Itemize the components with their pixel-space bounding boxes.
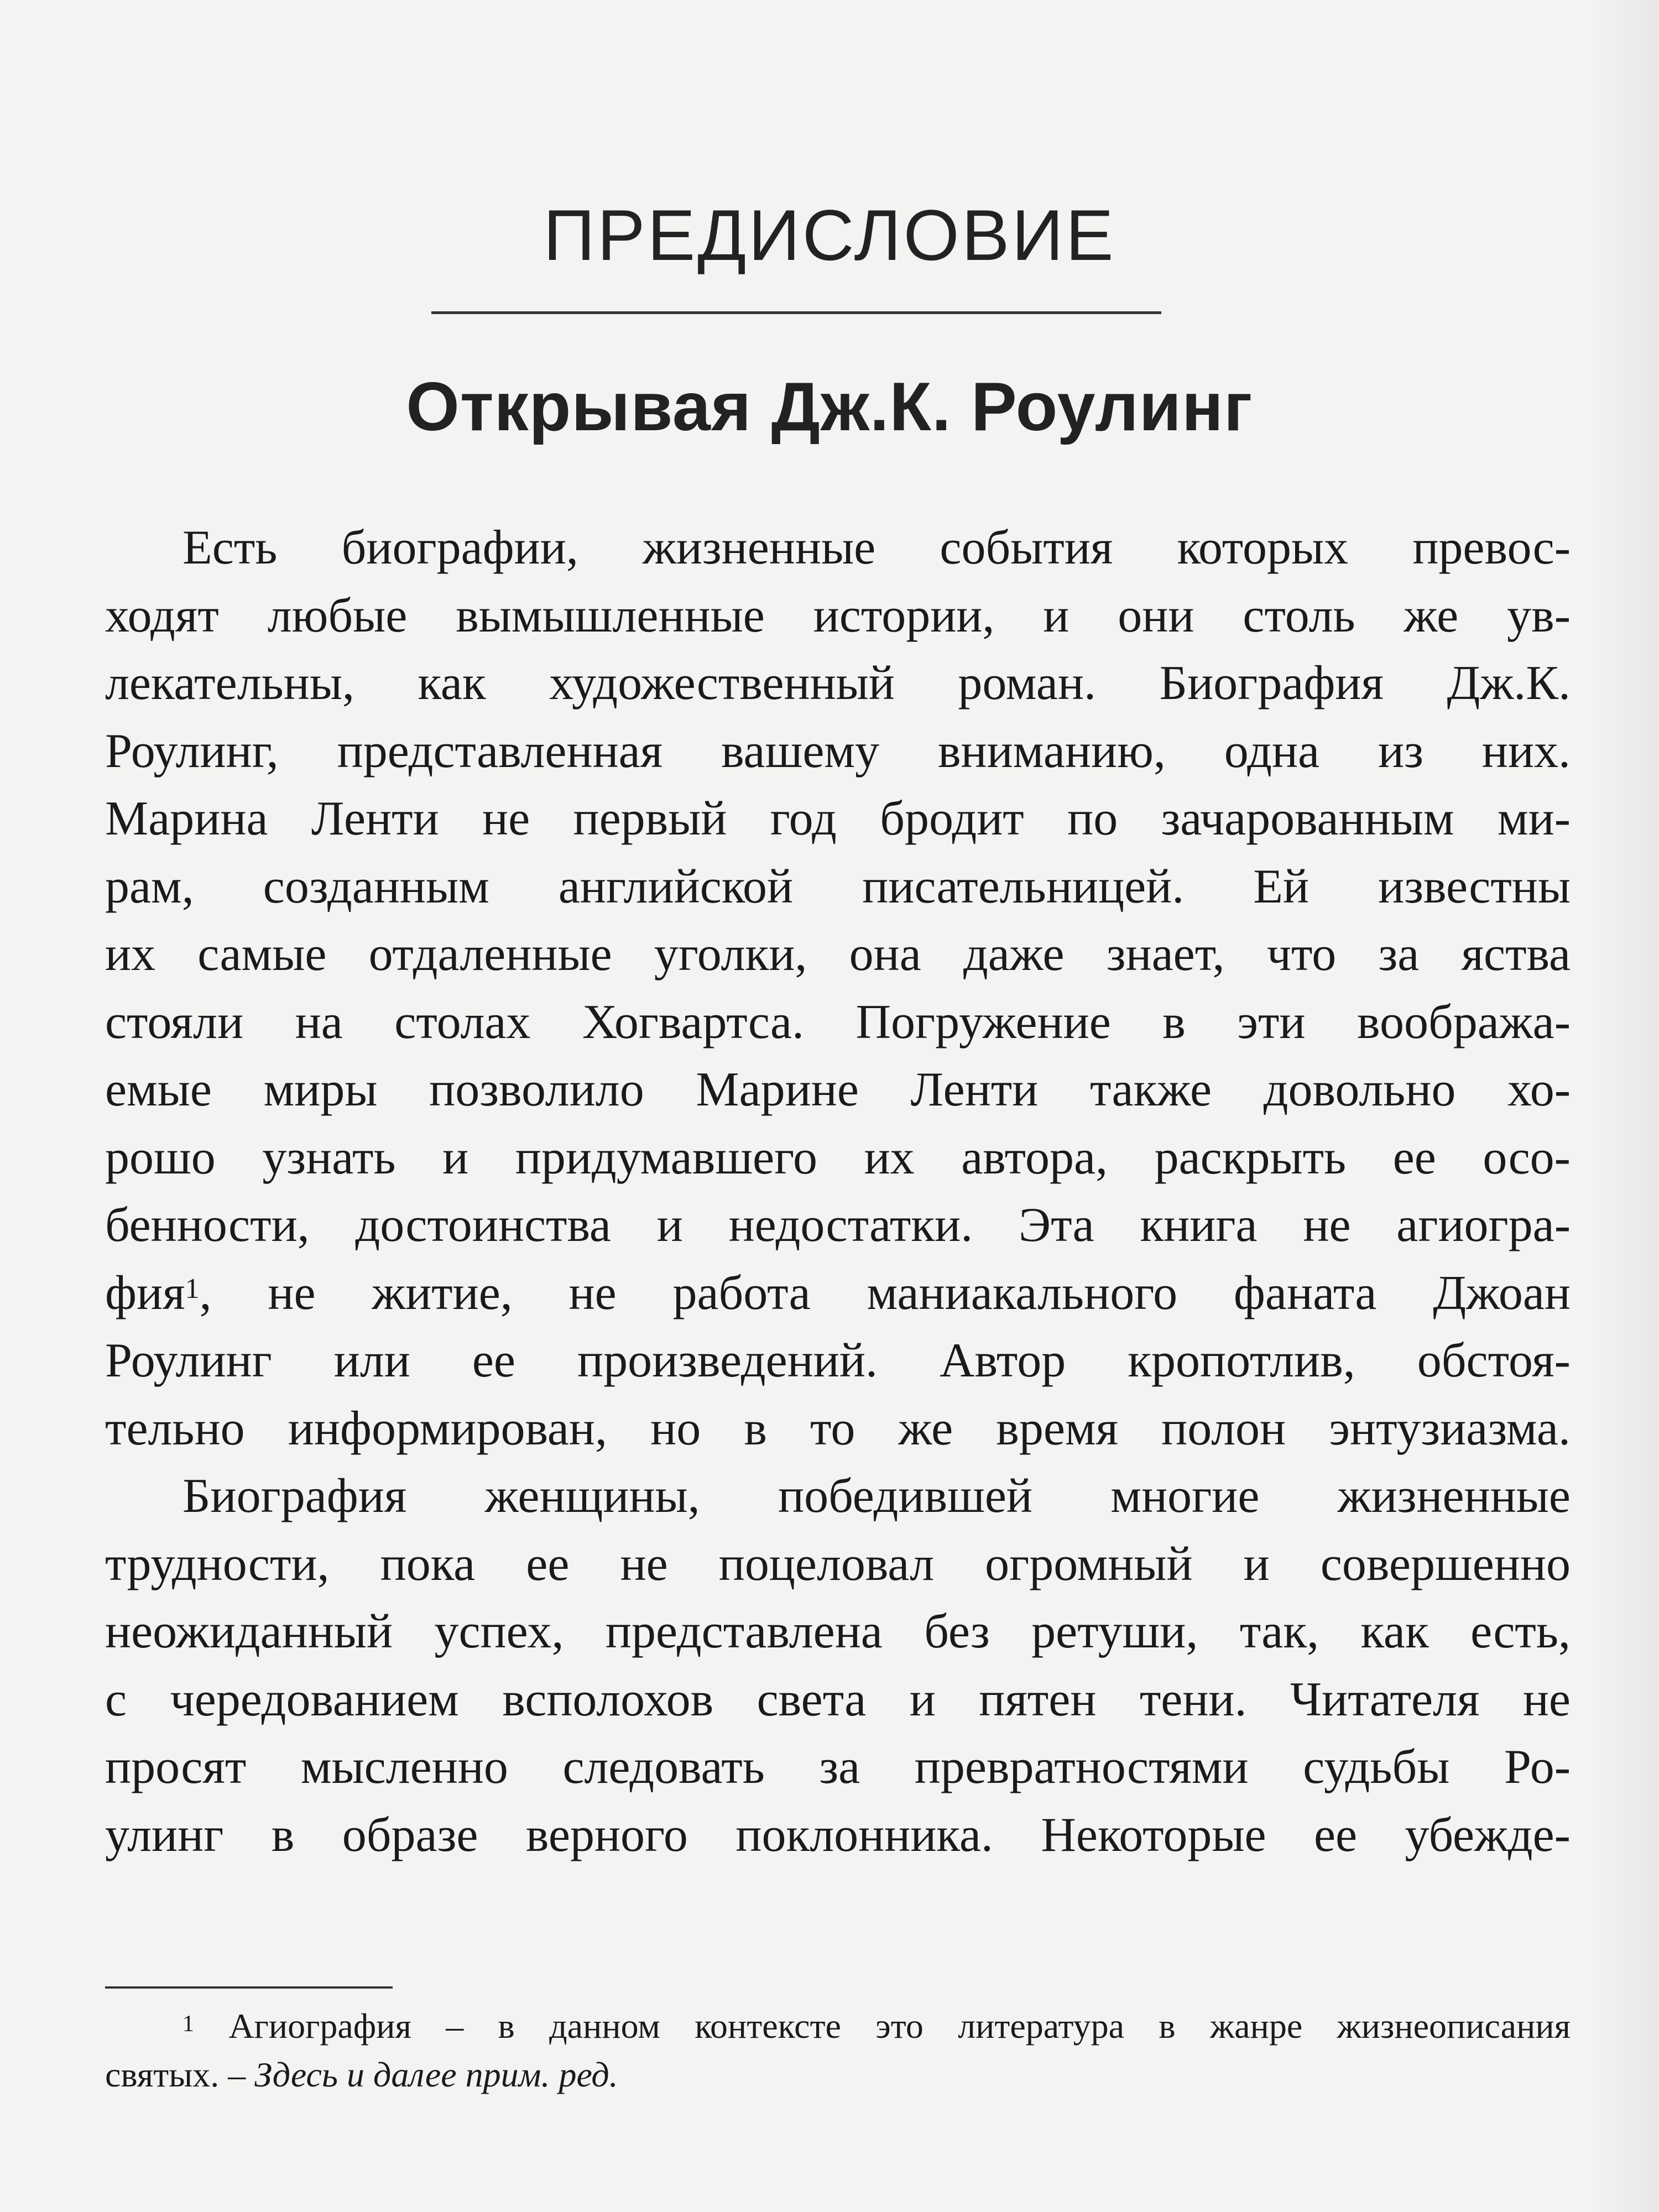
footnote-reference[interactable]: 1	[185, 1272, 200, 1305]
text-line: тельно информирован, но в то же время полон энтузиазма.	[105, 1401, 1571, 1455]
title-divider	[431, 311, 1161, 314]
footnote-text: святых. –	[105, 2055, 246, 2094]
text-line: Есть биографии, жизненные события которых превос-	[182, 521, 1571, 575]
chapter-title: Открывая Дж.К. Роулинг	[406, 369, 1253, 445]
text-line: неожиданный успех, представлена без ретуши, так, как есть,	[105, 1605, 1571, 1658]
text-line: Роулинг или ее произведений. Автор кропотлив, обстоя-	[105, 1334, 1571, 1387]
footnote	[105, 2002, 1571, 2099]
body-text	[105, 514, 1571, 1869]
text-line: бенности, достоинства и недостатки. Эта книга не агиогра-	[105, 1198, 1571, 1252]
text-line: ходят любые вымышленные истории, и они столь же ув-	[105, 588, 1571, 643]
text-line: лекательны, как художественный роман. Биография Дж.К.	[105, 656, 1571, 710]
text-line: стояли на столах Хогвартса. Погружение в эти вообража-	[105, 995, 1571, 1049]
footnote-editor-note: Здесь и далее прим. ред.	[254, 2055, 618, 2094]
footnote-line	[105, 2002, 1571, 2051]
text-line: рам, созданным английской писательницей. Ей известны	[105, 859, 1571, 914]
text-line: Роулинг, представленная вашему вниманию, одна из них.	[105, 724, 1571, 778]
text-fragment: , не житие, не работа маниакального фаната Джоан	[199, 1266, 1571, 1320]
text-line-with-footnote-ref	[105, 1260, 1571, 1328]
footnote-divider	[105, 1986, 393, 1989]
text-line: просят мысленно следовать за превратностями судьбы Ро-	[105, 1740, 1571, 1794]
text-fragment: фия	[105, 1266, 185, 1320]
text-line: Марина Ленти не первый год бродит по зачарованным ми-	[105, 792, 1571, 846]
text-line: трудности, пока ее не поцеловал огромный и совершенно	[105, 1537, 1571, 1591]
footnote-number: 1	[182, 2011, 194, 2037]
page-edge-shadow	[1593, 0, 1659, 2212]
text-line: емые миры позволило Марине Ленти также довольно хо-	[105, 1063, 1571, 1117]
text-line: Биография женщины, победившей многие жизненные	[182, 1469, 1571, 1523]
text-line: с чередованием всполохов света и пятен тени. Читателя не	[105, 1672, 1571, 1726]
footnote-line	[105, 2051, 1571, 2099]
text-line: их самые отдаленные уголки, она даже знает, что за яства	[105, 927, 1571, 981]
section-label: ПРЕДИСЛОВИЕ	[543, 195, 1116, 275]
text-line: рошо узнать и придумавшего их автора, раскрыть ее осо-	[105, 1130, 1571, 1185]
text-line: улинг в образе верного поклонника. Некоторые ее убежде-	[105, 1808, 1571, 1862]
footnote-text: Агиография – в данном контексте это литература в жанре жизнеописания	[228, 2006, 1571, 2046]
